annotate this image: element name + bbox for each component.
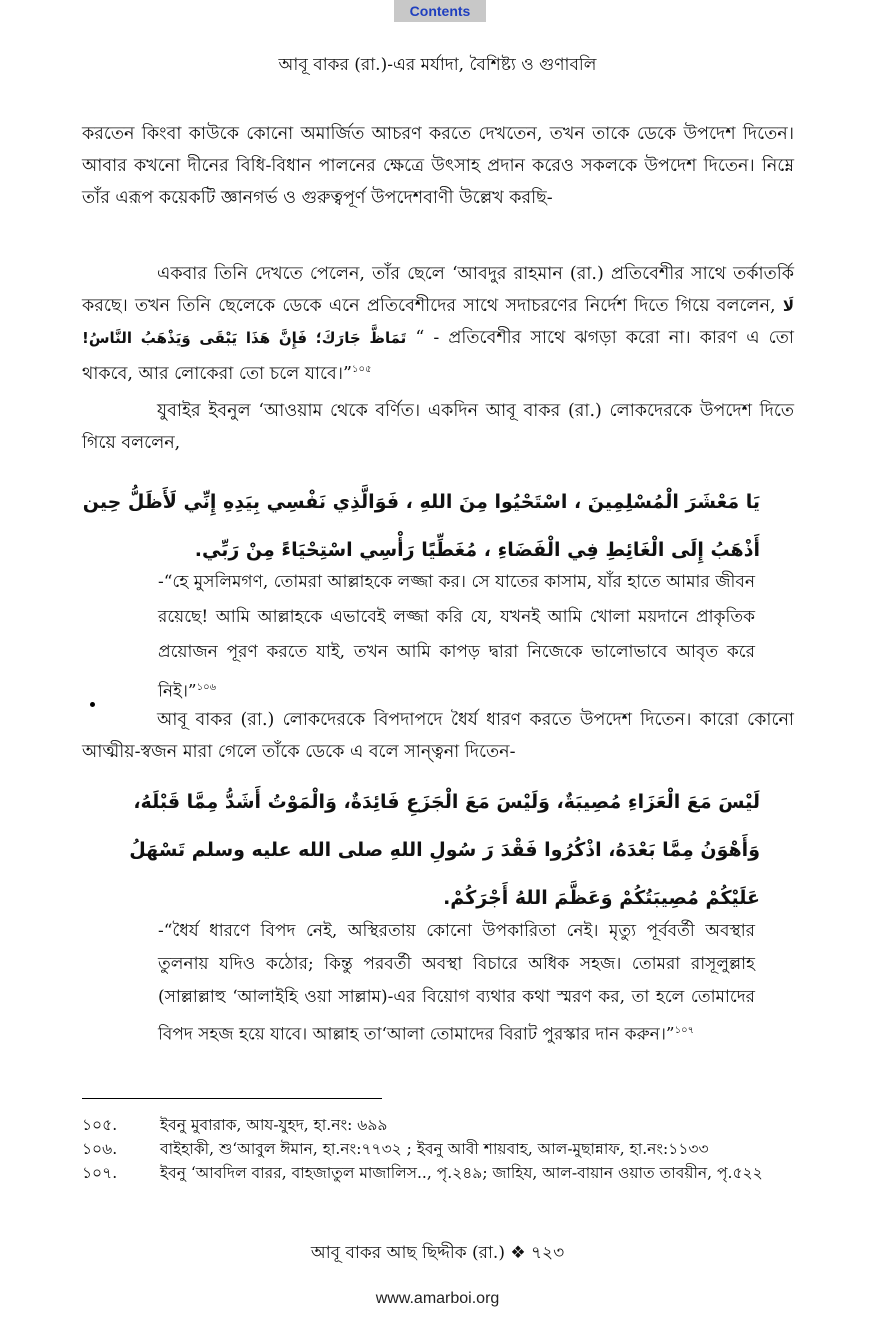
- paragraph-zubair: যুবাইর ইবনুল ‘আওয়াম থেকে বর্ণিত। একদিন আবূ বাকর (রা.) লোকদেরকে উপদেশ দিতে গিয়ে বললেন,: [82, 401, 794, 453]
- arabic-line: عَلَيْكُمْ مُصِيبَتُكُمْ وَعَظَّمَ اللهُ أَجْرَكُمْ.: [443, 887, 760, 909]
- translation-patience-text: -“ধৈর্য ধারণে বিপদ নেই, অস্থিরতায় কোনো উপকারিতা নেই। মৃত্যু পূর্ববর্তী অবস্থার তুলনায় যদিও কঠোর; কিন্তু পরবর্তী অবস্থা বিচারে অধিক সহজ। তোমরা রাসূলুল্লাহ (সাল্লাল্লাহু ‘আলাইহি ওয়া সাল্লাম)-এর বিয়োগ ব্যথার কথা স্মরণ কর, তা হলে তোমাদের বিপদ সহজ হয়ে যাবে। আল্লাহ তা‘আলা তোমাদের বিরাট পুরস্কার দান করুন।”: [158, 921, 755, 1045]
- paragraph-patience: আবূ বাকর (রা.) লোকদেরকে বিপদাপদে ধৈর্য ধারণ করতে উপদেশ দিতেন। কারো কোনো আত্মীয়-স্বজন মারা গেলে তাঁকে ডেকে এ বলে সান্ত্বনা দিতেন-: [82, 710, 794, 762]
- footnote-number: ১০৬.: [82, 1140, 118, 1158]
- footnote-text: ইবনু ‘আবদিল বারর, বাহজাতুল মাজালিস.., পৃ.২৪৯; জাহিয, আল-বায়ান ওয়াত তাবয়ীন, পৃ.৫২২: [160, 1164, 763, 1182]
- footnote-ref[interactable]: ১০৬: [196, 682, 217, 693]
- arabic-quote-patience: [129, 778, 760, 922]
- arabic-inline-quote: لَا تَمَاظَّ جَارَكَ؛ فَإِنَّ هَذَا يَبْقَى وَيَذْهَبُ النَّاسُ!: [82, 297, 794, 347]
- translation-modesty: [158, 565, 755, 710]
- contents-button[interactable]: Contents: [394, 0, 486, 22]
- site-link[interactable]: www.amarboi.org: [375, 1290, 500, 1307]
- running-head: আবূ বাকর (রা.)-এর মর্যাদা, বৈশিষ্ট্য ও গুণাবলি: [278, 55, 597, 75]
- arabic-quote-modesty: [82, 478, 760, 574]
- arabic-line: وَأَهْوَنُ مِمَّا بَعْدَهُ، اذْكُرُوا فَقْدَ رَ سُولِ اللهِ صلى الله عليه وسلم تَسْهَلُ: [129, 839, 760, 861]
- paragraph-neighbour-translation: “ - প্রতিবেশীর সাথে ঝগড়া করো না। কারণ এ তো থাকবে, আর লোকেরা তো চলে যাবে।”: [82, 328, 794, 384]
- arabic-line: لَيْسَ مَعَ الْعَزَاءِ مُصِيبَةٌ، وَلَيْسَ مَعَ الْجَزَعِ فَائِدَةٌ، وَالْمَوْتُ أَشَدُّ مِمَّا قَبْلَهُ،: [133, 791, 760, 813]
- arabic-line: يَا مَعْشَرَ الْمُسْلِمِينَ ، اسْتَحْيُوا مِنَ اللهِ ، فَوَالَّذِي نَفْسِي بِيَدِهِ إِنِّي لَأَظَلُّ حِين: [82, 491, 760, 513]
- footnote-text: বাইহাকী, শু‘আবুল ঈমান, হা.নং:৭৭৩২ ; ইবনু আবী শায়বাহ, আল-মুছান্নাফ, হা.নং:১১৩৩: [160, 1140, 709, 1158]
- footnote-number: ১০৭.: [82, 1164, 118, 1182]
- page-footer-title: আবূ বাকর আছ ছিদ্দীক (রা.) ❖ ৭২৩: [310, 1243, 565, 1263]
- translation-modesty-text: -“হে মুসলিমগণ, তোমরা আল্লাহকে লজ্জা কর। সে যাতের কাসাম, যাঁর হাতে আমার জীবন রয়েছে! আমি আল্লাহকে এভাবেই লজ্জা করি যে, যখনই আমি খোলা ময়দানে প্রাকৃতিক প্রয়োজন পূরণ করতে যাই, তখন আমি কাপড় দ্বারা নিজেকে ভালোভাবে আবৃত করে নিই।”: [158, 572, 755, 702]
- translation-patience: [158, 915, 755, 1052]
- arabic-line: أَذْهَبُ إِلَى الْغَائِطِ فِي الْفَضَاءِ ، مُغَطِّيًا رَأْسِي اسْتِحْيَاءً مِنْ رَبِّي.: [194, 539, 760, 561]
- footnote-ref[interactable]: ১০৭: [674, 1025, 695, 1036]
- footnote-text: ইবনু মুবারাক, আয-যুহদ, হা.নং: ৬৯৯: [160, 1116, 388, 1134]
- paragraph-neighbour: [82, 258, 794, 390]
- footnote-ref[interactable]: ১০৫: [351, 364, 372, 375]
- footnote-divider: [82, 1098, 382, 1099]
- paragraph-neighbour-text: একবার তিনি দেখতে পেলেন, তাঁর ছেলে ‘আবদুর রাহমান (রা.) প্রতিবেশীর সাথে তর্কাতর্কি করছে। তখন তিনি ছেলেকে ডেকে এনে প্রতিবেশীদের সাথে সদাচরণের নির্দেশ দিতে গিয়ে বললেন,: [82, 264, 794, 316]
- intro-paragraph: করতেন কিংবা কাউকে কোনো অমার্জিত আচরণ করতে দেখতেন, তখন তাকে ডেকে উপদেশ দিতেন। আবার কখনো দীনের বিধি-বিধান পালনের ক্ষেত্রে উৎসাহ প্রদান করেও সকলকে উপদেশ দিতেন। নিম্নে তাঁর এরূপ কয়েকটি জ্ঞানগর্ভ ও গুরুত্বপূর্ণ উপদেশবাণী উল্লেখ করছি-: [82, 124, 794, 208]
- footnote-number: ১০৫.: [82, 1116, 118, 1134]
